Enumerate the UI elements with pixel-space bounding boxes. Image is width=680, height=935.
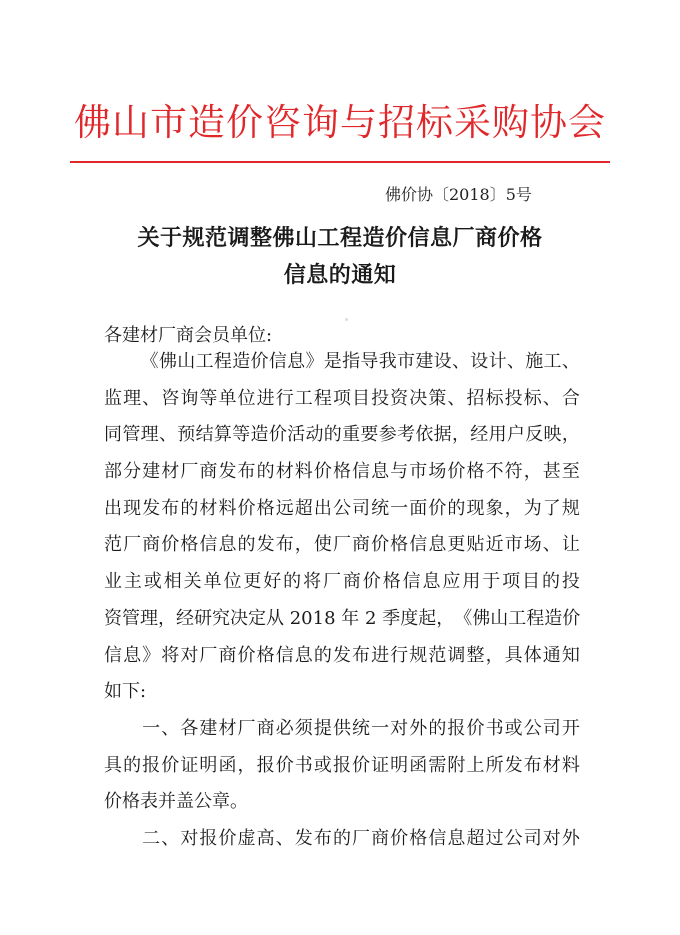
body-line: 《 佛 山 工 程 造 价 信 息 》 是 指 导 我 市 建 设 、 设 计 、 施 工 、 (140, 351, 580, 372)
scan-speck (345, 318, 348, 321)
red-header-rule (70, 161, 610, 163)
body-line: 同 管 理 、 预 结 算 等 造 价 活 动 的 重 要 参 考 依 据 ， 经 用 户 反 映 ， (104, 424, 580, 446)
body-line: 资 管 理 ， 经 研 究 决 定 从 2018 年 2 季 度 起 ， 《 佛 山 工 程 造 价 (104, 607, 581, 629)
organization-name-header: 佛山市造价咨询与招标采购协会 (74, 101, 606, 144)
body-line: 如 下 : (104, 681, 147, 703)
body-line: 价 格 表 并 盖 公 章 。 (104, 791, 248, 813)
notice-body (104, 344, 580, 858)
body-line: 部 分 建 材 厂 商 发 布 的 材 料 价 格 信 息 与 市 场 价 格 不 符 ， 甚 至 (104, 461, 580, 483)
body-line: 一 、 各 建 材 厂 商 必 须 提 供 统 一 对 外 的 报 价 书 或 公 司 开 (142, 717, 580, 739)
document-number: 佛价协〔2018〕5号 (385, 185, 532, 204)
body-line: 出 现 发 布 的 材 料 价 格 远 超 出 公 司 统 一 面 价 的 现 象 ， 为 了 规 (104, 497, 580, 519)
notice-title-line-1: 关于规范调整佛山工程造价信息厂商价格 (137, 225, 543, 251)
body-line: 具 的 报 价 证 明 函 ， 报 价 书 或 报 价 证 明 函 需 附 上 所 发 布 材 料 (104, 754, 580, 776)
body-line: 监 理 、 咨 询 等 单 位 进 行 工 程 项 目 投 资 决 策 、 招 标 投 标 、 合 (104, 387, 580, 409)
body-line: 二 、 对 报 价 虚 高 、 发 布 的 厂 商 价 格 信 息 超 过 公 司 对 外 (142, 827, 580, 849)
body-line: 信 息 》 将 对 厂 商 价 格 信 息 的 发 布 进 行 规 范 调 整 ， 具 体 通 知 (104, 644, 580, 666)
body-line: 业 主 或 相 关 单 位 更 好 的 将 厂 商 价 格 信 息 应 用 于 项 目 的 投 (104, 571, 580, 593)
notice-title-line-2: 信息的通知 (283, 262, 397, 288)
body-line: 范 厂 商 价 格 信 息 的 发 布 ， 使 厂 商 价 格 信 息 更 贴 近 市 场 、 让 (104, 534, 580, 556)
notice-title (0, 220, 680, 294)
salutation: 各建材厂商会员单位: (104, 325, 273, 346)
